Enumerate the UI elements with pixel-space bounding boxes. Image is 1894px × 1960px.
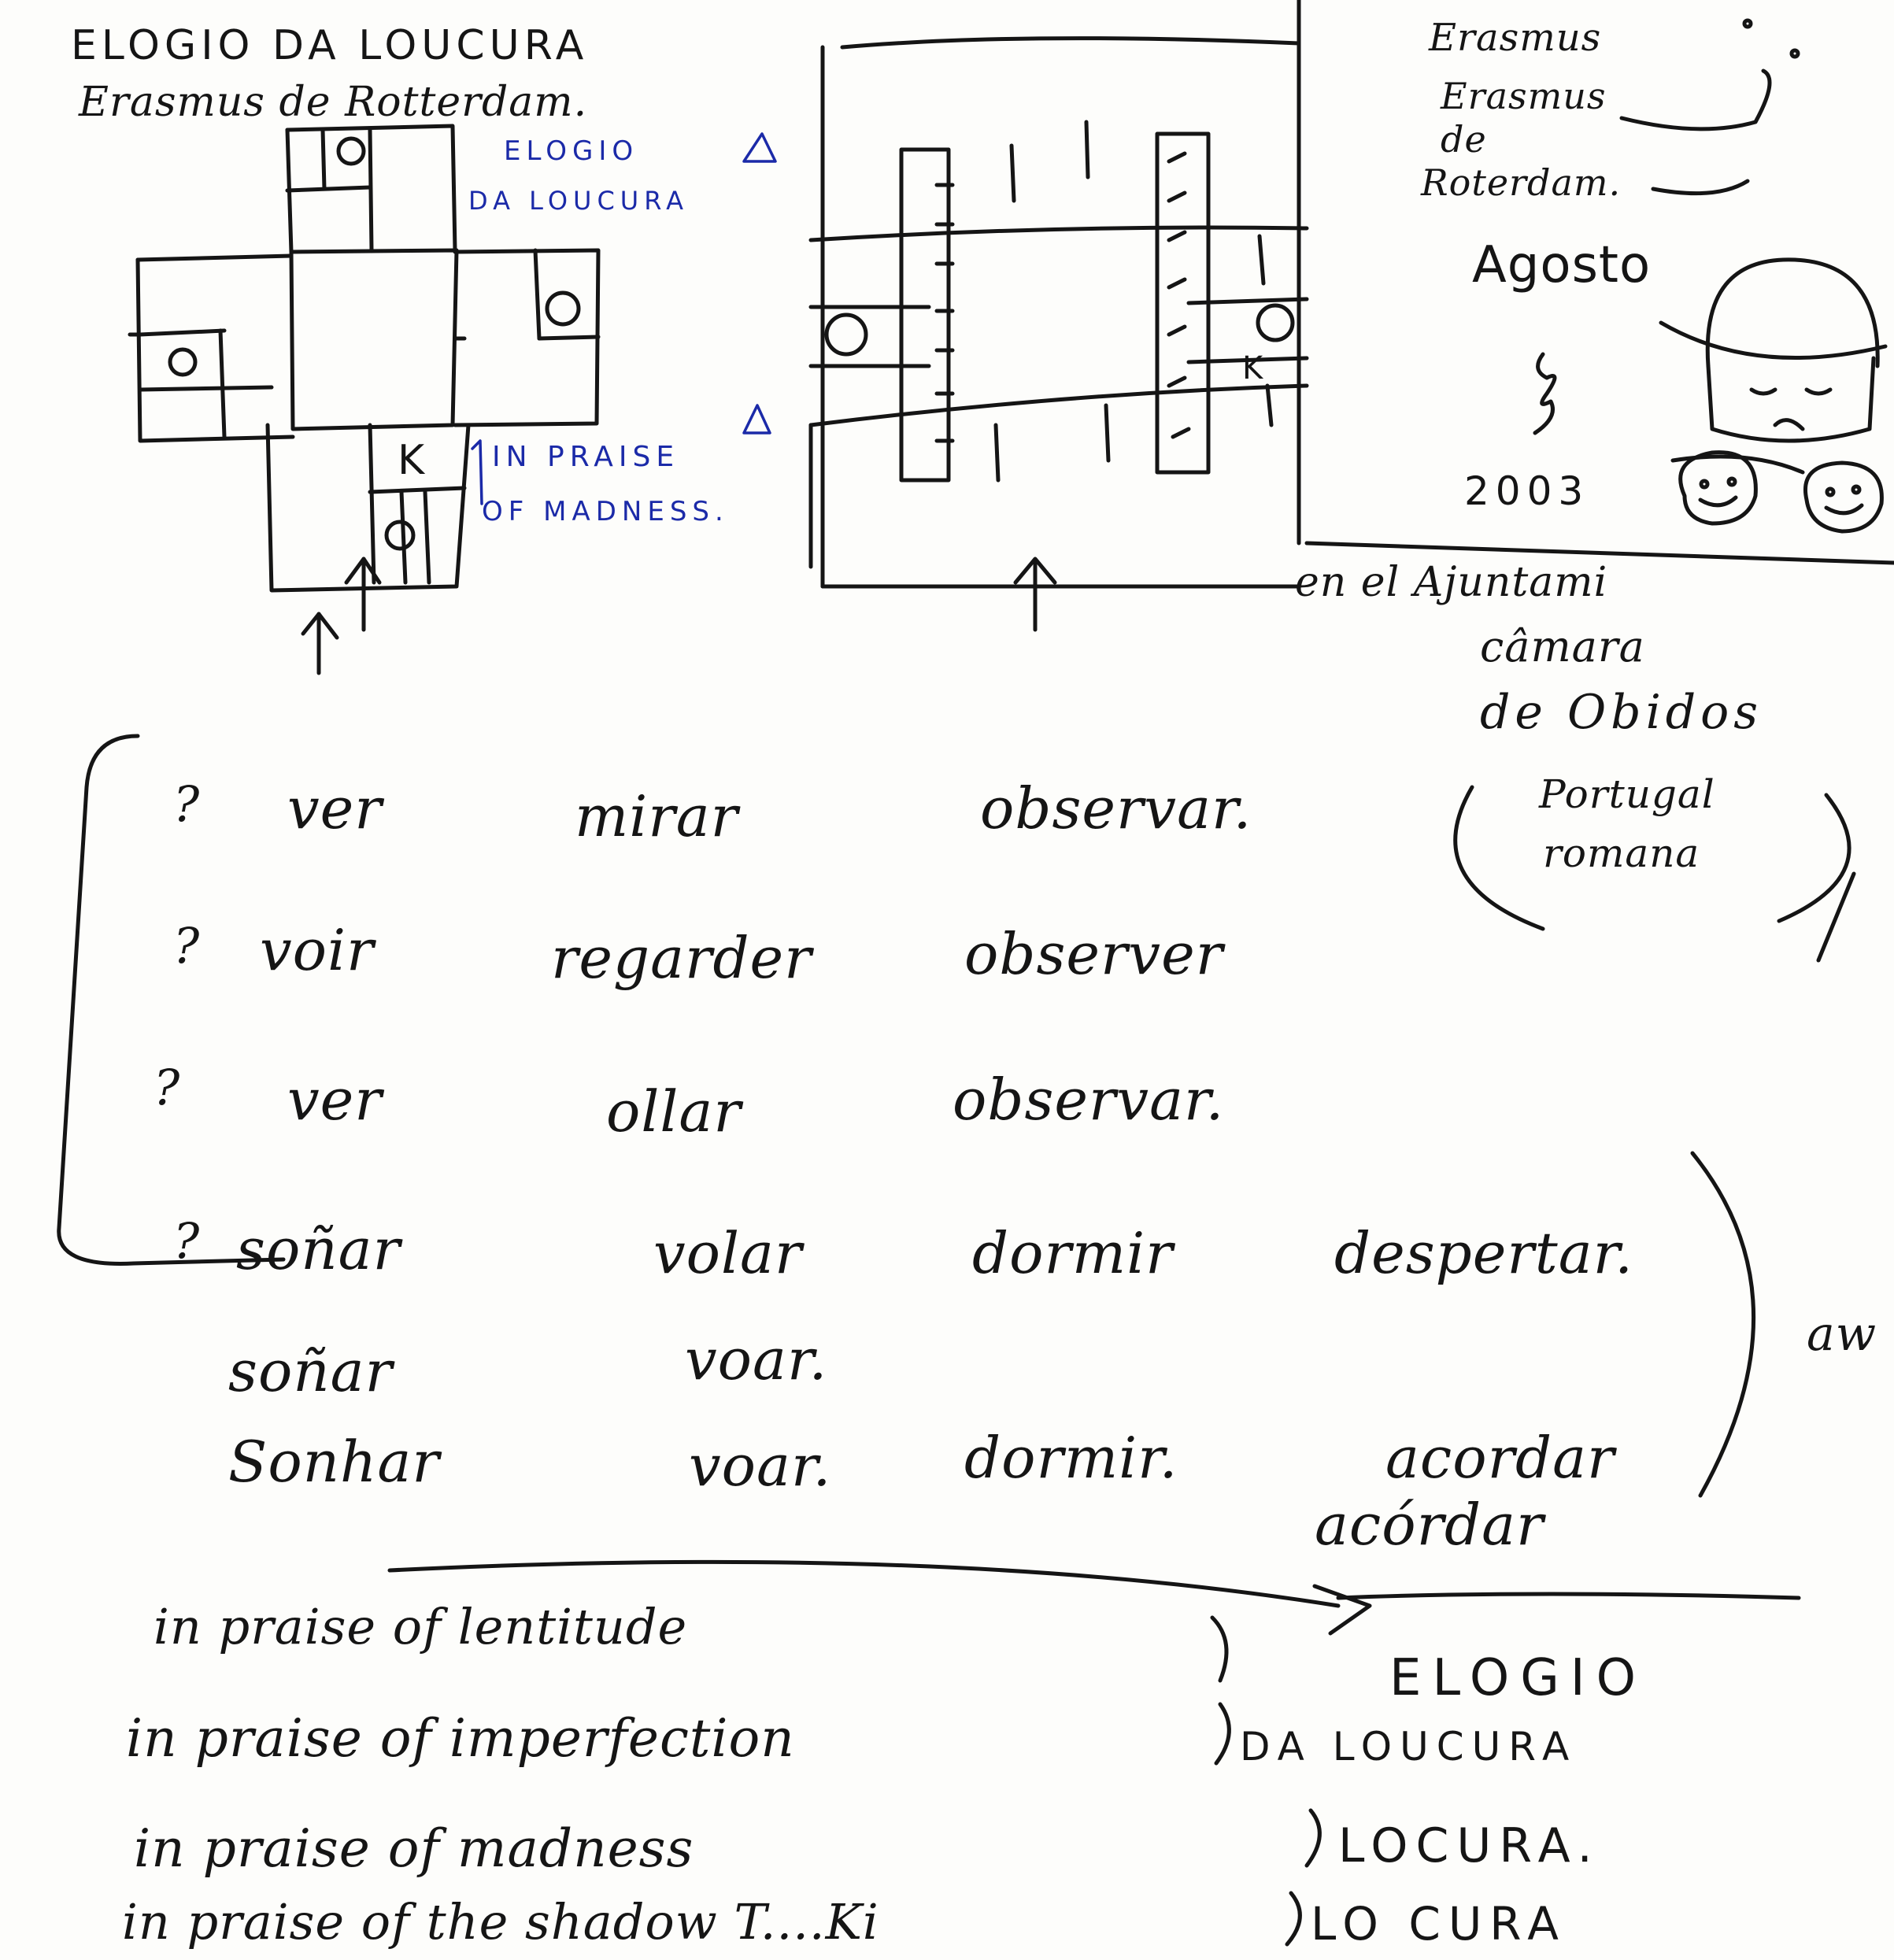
blue-caption-line1: IN PRAISE <box>492 441 680 473</box>
plan-right-marker-k: K <box>1242 350 1268 386</box>
place-line-2: câmara <box>1480 622 1645 671</box>
verb-margin-note: aw <box>1807 1307 1877 1362</box>
verb-cell: acordar <box>1385 1425 1615 1491</box>
verb-cell: ? <box>154 1059 181 1116</box>
verb-cell: soñar <box>228 1338 394 1404</box>
page-title: ELOGIO DA LOUCURA <box>71 22 589 69</box>
plan-left-marker-k: K <box>398 437 430 484</box>
verb-cell: dormir <box>972 1220 1174 1286</box>
praise-right-line-3: LOCURA. <box>1338 1818 1600 1873</box>
verb-cell: voar. <box>689 1433 832 1499</box>
verb-cell: voar. <box>685 1326 828 1392</box>
verb-cell: voir <box>260 917 375 983</box>
date-year: 2003 <box>1464 468 1590 514</box>
verb-cell: soñar <box>236 1216 401 1282</box>
verb-cell: ver <box>287 775 383 841</box>
top-right-line-3: de <box>1441 118 1487 161</box>
date-month: Agosto <box>1472 236 1652 294</box>
verb-cell: mirar <box>575 783 739 849</box>
top-right-line-1: Erasmus <box>1429 16 1602 60</box>
praise-line: in praise of imperfection <box>126 1708 795 1769</box>
verb-cell: ver <box>287 1067 383 1133</box>
paren-line-1: Portugal <box>1539 771 1715 817</box>
verb-extra: acórdar <box>1315 1492 1544 1558</box>
verb-cell: observer <box>964 921 1224 987</box>
praise-right-line-2: DA LOUCURA <box>1240 1724 1578 1770</box>
top-right-line-4: Roterdam. <box>1421 161 1622 204</box>
praise-right-line-1: ELOGIO <box>1389 1649 1648 1707</box>
verb-cell: volar <box>653 1220 803 1286</box>
praise-line: in praise of lentitude <box>154 1598 688 1655</box>
verb-cell: dormir. <box>964 1425 1178 1491</box>
blue-caption-line2: OF MADNESS. <box>482 496 729 527</box>
praise-right-line-4: LO CURA <box>1311 1897 1567 1951</box>
verb-table-bracket <box>59 736 283 1263</box>
verb-cell: observar. <box>953 1067 1225 1133</box>
page-subtitle: Erasmus de Rotterdam. <box>79 79 588 126</box>
verb-cell: ollar <box>606 1078 742 1145</box>
blue-title-line2: DA LOUCURA <box>468 186 690 216</box>
top-right-line-2: Erasmus <box>1441 75 1607 117</box>
verb-cell: despertar. <box>1334 1220 1634 1286</box>
place-line-1: en el Ajuntami <box>1295 559 1608 606</box>
verb-cell: ? <box>173 775 201 833</box>
verb-cell: observar. <box>980 775 1252 841</box>
verb-cell: ? <box>173 1212 201 1270</box>
verb-cell: ? <box>173 917 201 974</box>
praise-line: in praise of the shadow T....Ki <box>122 1893 879 1951</box>
cartoon-face-drawing <box>1661 260 1885 531</box>
blue-title-line1: ELOGIO <box>504 135 639 167</box>
praise-line: in praise of madness <box>134 1818 694 1879</box>
verb-cell: regarder <box>551 925 812 991</box>
paren-line-2: romana <box>1543 830 1700 876</box>
right-floor-plan <box>811 0 1894 630</box>
place-line-3: de Obidos <box>1480 685 1763 740</box>
signature-mark <box>1535 354 1555 433</box>
verb-cell: Sonhar <box>228 1429 440 1495</box>
